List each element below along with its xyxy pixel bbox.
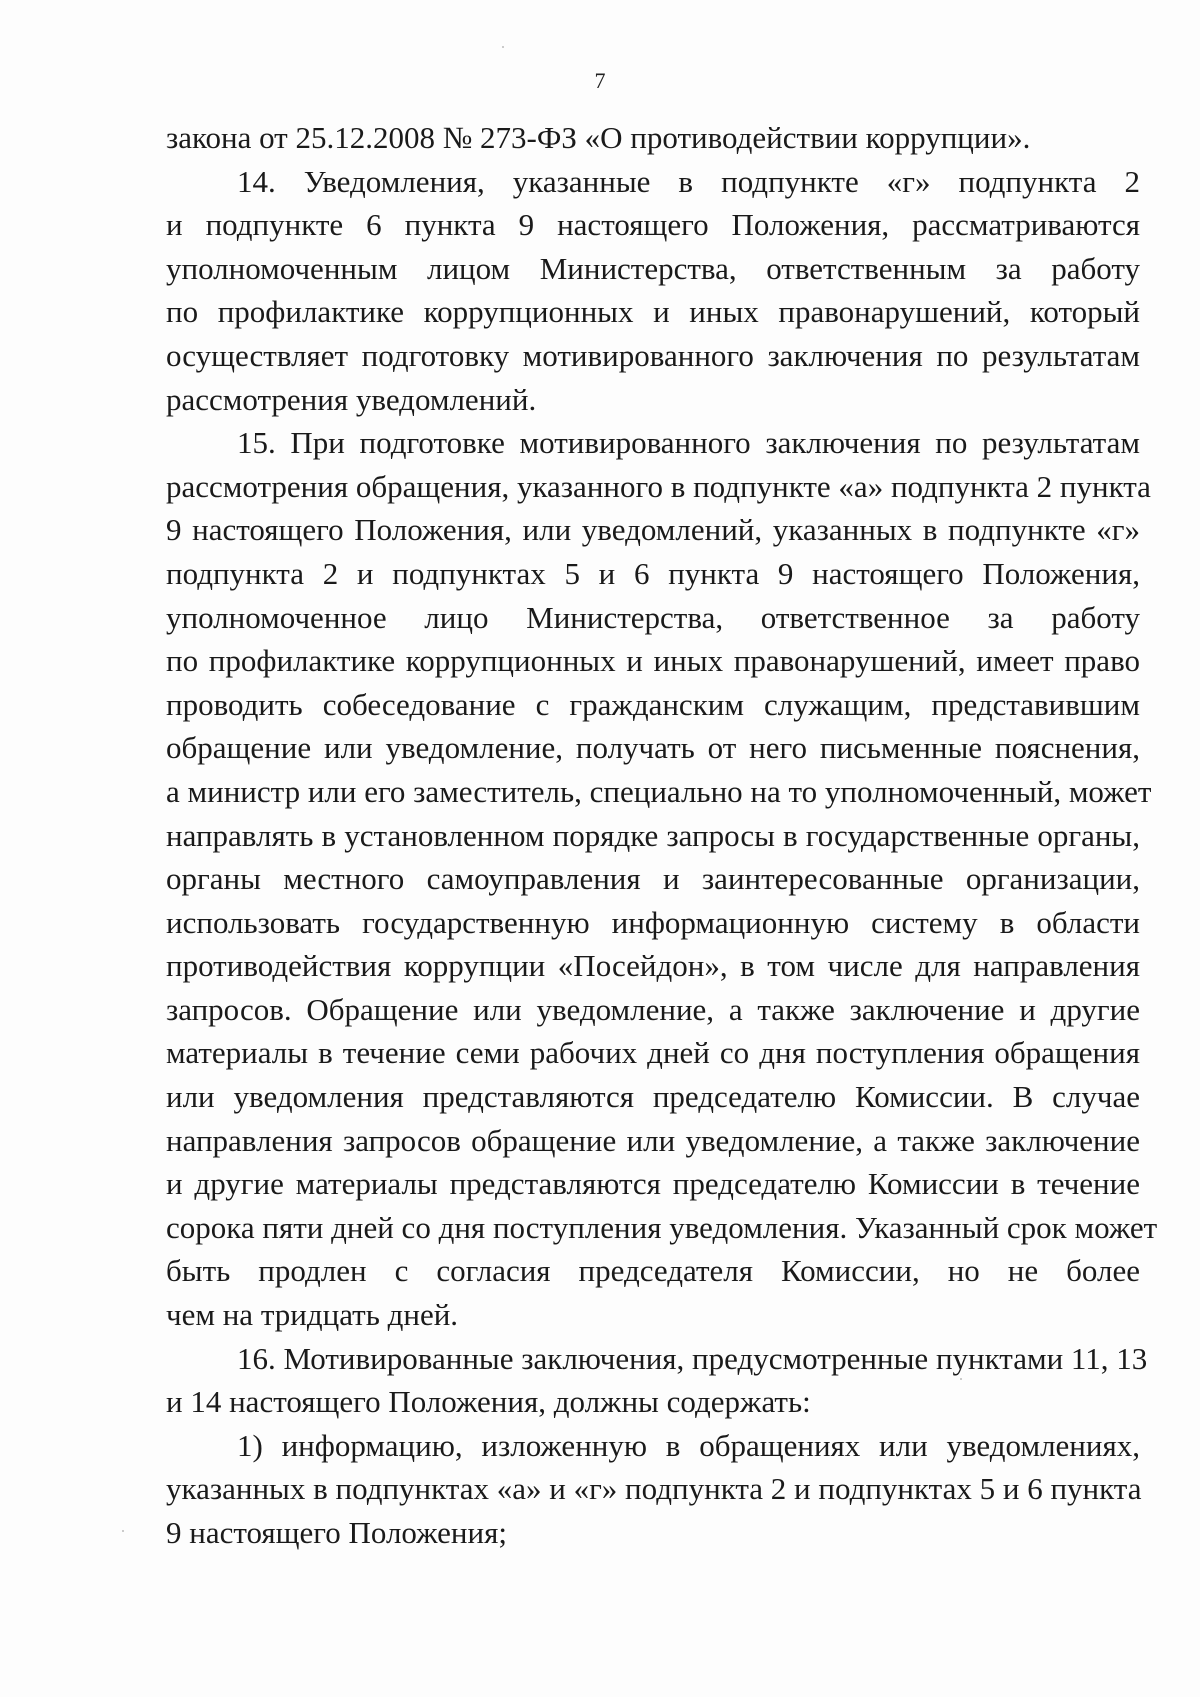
scan-speck [960, 1378, 962, 1380]
text-line: быть продлен с согласия председателя Комиссии, но не более [166, 1253, 1140, 1289]
text-line: 16. Мотивированные заключения, предусмотренные пунктами 11, 13 [237, 1340, 1148, 1376]
text-line: обращение или уведомление, получать от него письменные пояснения, [166, 730, 1140, 766]
text-line: по профилактике коррупционных и иных правонарушений, который [166, 294, 1140, 330]
paragraph-p-16-1 [166, 1424, 1140, 1555]
text-line: противодействия коррупции «Посейдон», в том числе для направления [166, 948, 1140, 984]
text-line: 9 настоящего Положения; [166, 1515, 507, 1550]
text-line: материалы в течение семи рабочих дней со дня поступления обращения [166, 1035, 1140, 1071]
text-line: подпункта 2 и подпунктах 5 и 6 пункта 9 настоящего Положения, [166, 555, 1140, 591]
text-line: направлять в установленном порядке запросы в государственные органы, [166, 817, 1140, 853]
document-body [166, 116, 1158, 1555]
paragraph-p-15 [166, 421, 1158, 1336]
text-line: уполномоченным лицом Министерства, ответственным за работу [166, 250, 1140, 286]
paragraph-p-16 [166, 1337, 1148, 1424]
text-line: по профилактике коррупционных и иных правонарушений, имеет право [166, 643, 1140, 679]
text-line: и 14 настоящего Положения, должны содержать: [166, 1384, 811, 1420]
text-line: 14. Уведомления, указанные в подпункте «г» подпункта 2 [237, 163, 1140, 199]
text-line: или уведомления представляются председателю Комиссии. В случае [166, 1079, 1140, 1115]
text-line: уполномоченное лицо Министерства, ответственное за работу [166, 599, 1140, 635]
scan-speck [502, 46, 504, 48]
paragraph-p-13-end [166, 116, 1140, 160]
text-line: запросов. Обращение или уведомление, а также заключение и другие [166, 991, 1140, 1027]
text-line: осуществляет подготовку мотивированного заключения по результатам [166, 337, 1140, 373]
text-line: и подпункте 6 пункта 9 настоящего Положения, рассматриваются [166, 207, 1140, 243]
text-line: закона от 25.12.2008 № 273-ФЗ «О противодействии коррупции». [166, 120, 1031, 155]
text-line: 1) информацию, изложенную в обращениях или уведомлениях, [237, 1427, 1140, 1463]
text-line: чем на тридцать дней. [166, 1297, 459, 1333]
text-line: проводить собеседование с гражданским служащим, представившим [166, 686, 1140, 722]
text-line: рассмотрения обращения, указанного в подпункте «а» подпункта 2 пункта [166, 468, 1151, 504]
text-line: а министр или его заместитель, специально на то уполномоченный, может [166, 773, 1152, 809]
scan-speck [122, 1530, 124, 1532]
text-line: органы местного самоуправления и заинтересованные организации, [166, 861, 1140, 897]
text-line: рассмотрения уведомлений. [166, 381, 537, 417]
text-line: использовать государственную информационную систему в области [166, 904, 1140, 940]
text-line: 9 настоящего Положения, или уведомлений, указанных в подпункте «г» [166, 512, 1140, 548]
text-line: указанных в подпунктах «а» и «г» подпункта 2 и подпунктах 5 и 6 пункта [166, 1471, 1142, 1507]
text-line: направления запросов обращение или уведомление, а также заключение [166, 1122, 1140, 1158]
paragraph-p-14 [166, 160, 1140, 422]
text-line: 15. При подготовке мотивированного заключения по результатам [237, 425, 1140, 461]
text-line: сорока пяти дней со дня поступления уведомления. Указанный срок может [166, 1209, 1158, 1245]
page-number: 7 [594, 68, 606, 93]
text-line: и другие материалы представляются председателю Комиссии в течение [166, 1166, 1140, 1202]
